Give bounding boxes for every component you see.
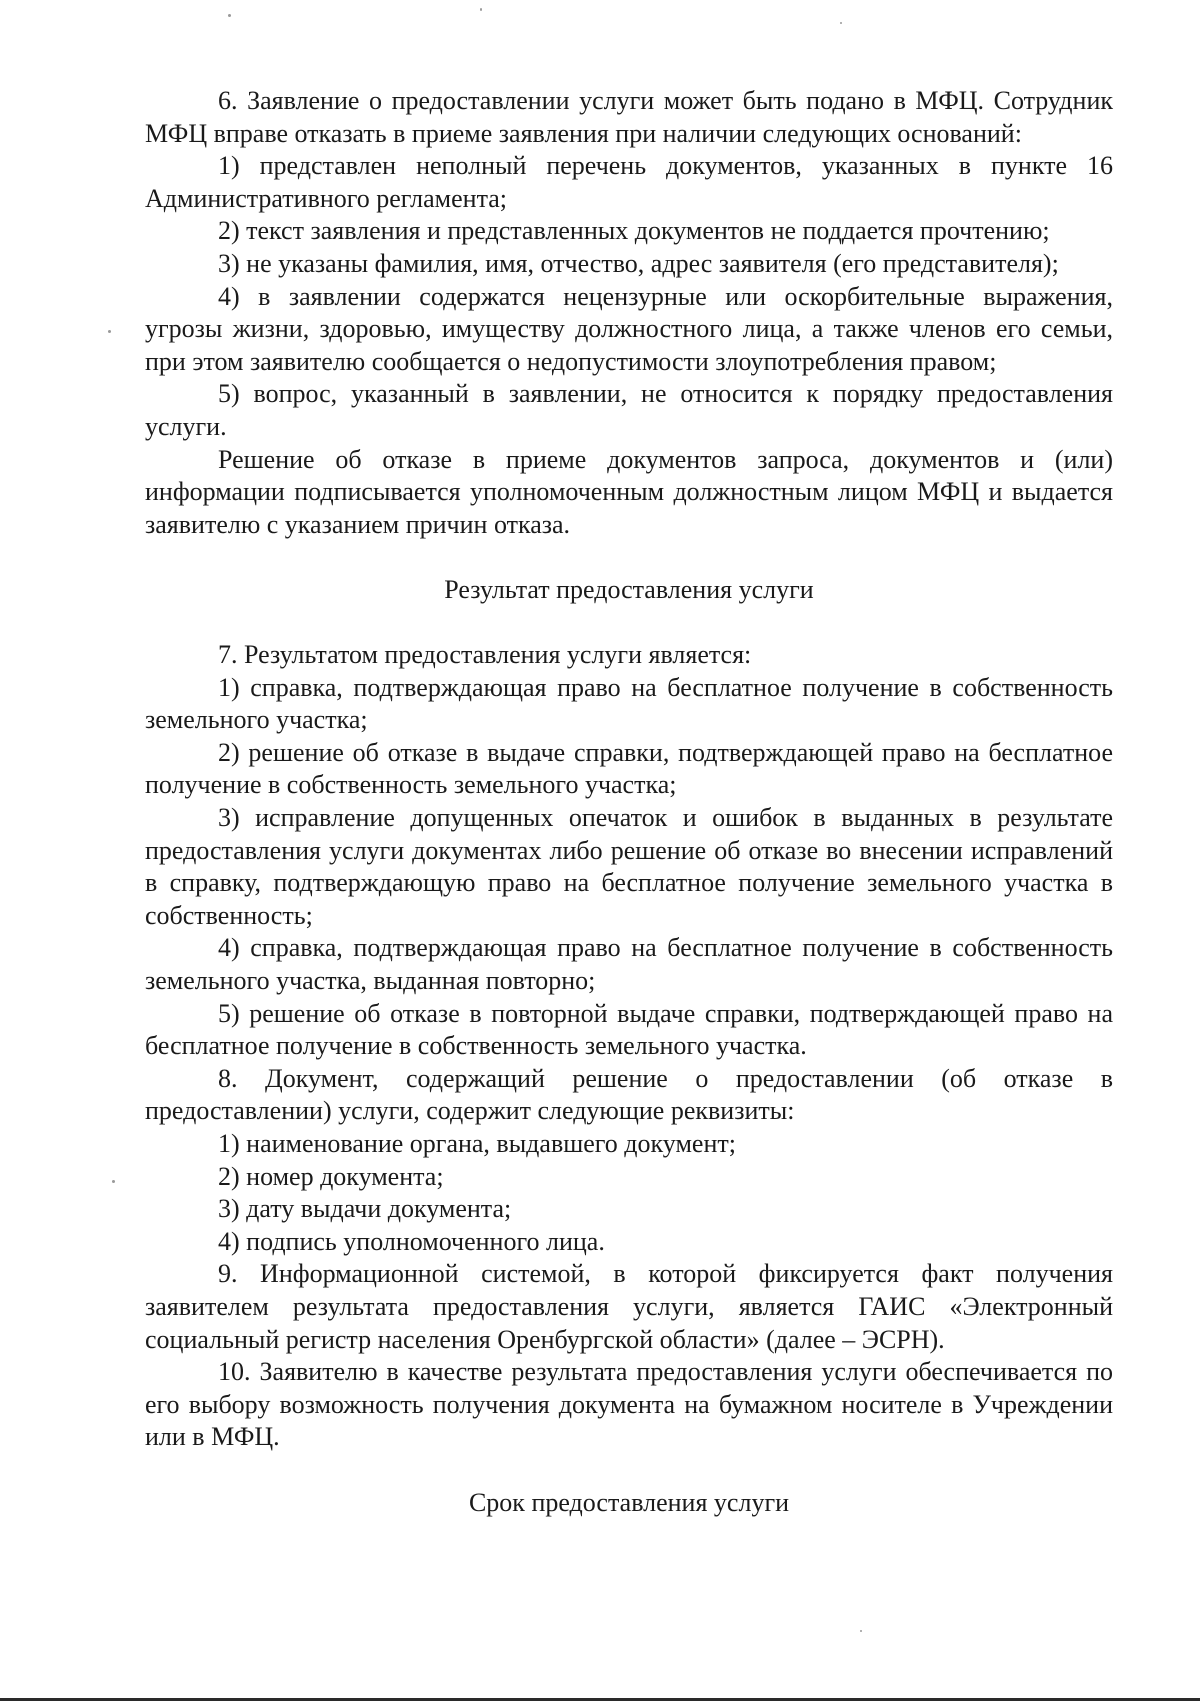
list-item: 1) наименование органа, выдавшего документ; — [218, 1129, 736, 1158]
list-item: 4) в заявлении содержатся нецензурные или оскорбительные выражения, угрозы жизни, здоровью, имуществу должностного лица, а также членов его семьи, при этом заявителю сообщается о недопустимости злоупотребления правом; — [145, 281, 1113, 376]
paragraph-refusal-decision: Решение об отказе в приеме документов запроса, документов и (или) информации подписывается уполномоченным должностным лицом МФЦ и выдается заявителю с указанием причин отказа. — [145, 444, 1113, 539]
list-item: 3) дату выдачи документа; — [218, 1194, 512, 1224]
list-item: 3) исправление допущенных опечаток и ошибок в выданных в результате предоставления услуги документах либо решение об отказе во внесении исправлений в справку, подтверждающую право на бесплатное получение земельного участка в собственность; — [145, 803, 1113, 930]
scan-speck — [860, 1630, 862, 1632]
list-item: 4) подпись уполномоченного лица. — [218, 1226, 605, 1256]
paragraph-8: 8. Документ, содержащий решение о предоставлении (об отказе в предоставлении) услуги, содержит следующие реквизиты: — [145, 1063, 1113, 1126]
section-heading-term: Срок предоставления услуги — [468, 1487, 790, 1517]
paragraph-9: 9. Информационной системой, в которой фиксируется факт получения заявителем результата предоставления услуги, является ГАИС «Электронный социальный регистр населения Оренбургской области» (далее – ЭСРН). — [145, 1259, 1113, 1354]
list-item: 4) справка, подтверждающая право на бесплатное получение в собственность земельного участка, выданная повторно; — [145, 933, 1113, 996]
document-body — [145, 85, 1113, 1552]
scan-speck — [840, 22, 842, 24]
list-item: 2) номер документа; — [218, 1161, 444, 1191]
list-item: 3) не указаны фамилия, имя, отчество, адрес заявителя (его представителя); — [218, 248, 1059, 278]
list-item: 2) решение об отказе в выдаче справки, подтверждающей право на бесплатное получение в собственность земельного участка; — [145, 737, 1113, 800]
scan-speck — [112, 1180, 115, 1183]
scan-speck — [228, 14, 231, 17]
paragraph-10: 10. Заявителю в качестве результата предоставления услуги обеспечивается по его выбору возможность получения документа на бумажном носителе в Учреждении или в МФЦ. — [145, 1357, 1113, 1452]
scan-speck — [480, 8, 482, 11]
list-item: 1) справка, подтверждающая право на бесплатное получение в собственность земельного участка; — [145, 672, 1113, 735]
scan-speck — [108, 330, 111, 333]
list-item: 1) представлен неполный перечень документов, указанных в пункте 16 Административного регламента; — [145, 151, 1113, 213]
section-heading-result: Результат предоставления услуги — [444, 574, 814, 604]
list-item: 2) текст заявления и представленных документов не поддается прочтению; — [218, 216, 1050, 246]
paragraph-6: 6. Заявление о предоставлении услуги может быть подано в МФЦ. Сотрудник МФЦ вправе отказать в приеме заявления при наличии следующих оснований: — [145, 86, 1113, 148]
paragraph-7: 7. Результатом предоставления услуги является: — [218, 640, 752, 670]
list-item: 5) вопрос, указанный в заявлении, не относится к порядку предоставления услуги. — [145, 379, 1113, 441]
list-item: 5) решение об отказе в повторной выдаче справки, подтверждающей право на бесплатное получение в собственность земельного участка. — [145, 998, 1113, 1061]
